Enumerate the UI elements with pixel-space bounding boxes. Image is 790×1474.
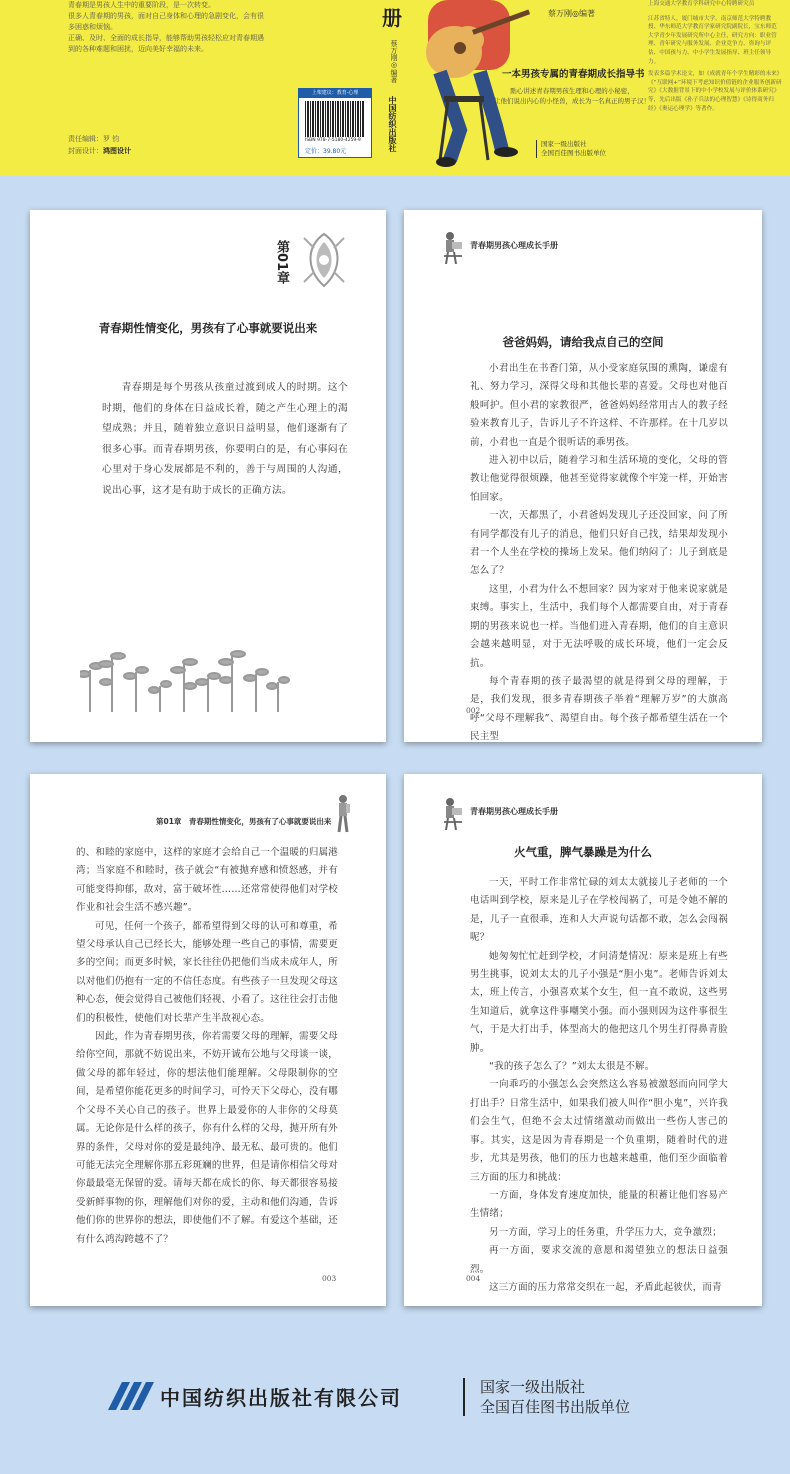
walking-boy-header-icon <box>334 794 352 834</box>
publisher-footer <box>0 1328 790 1474</box>
chapter-ornament-icon <box>296 230 352 290</box>
reading-boy-header-icon <box>440 796 466 830</box>
publisher-logo-icon <box>108 1380 156 1412</box>
spine-publisher: 中国纺织出版社 <box>388 96 398 152</box>
cover-right-text: 上海交通大学教育学科研究中心特聘研究员 江苏省特人，厦门城市大学、南京师范大学特聘教授、华东师范大学教育学家研究院副院长，宝东师范大学青少年发展研究所中心主任，研究方向：职业管理、青年研究与服务发展、企业竞争力、咨询与评估、中国孩与力、中小学生发展指导、班主任领导力。 发表多篇学术论文，如《成就青年个学生精彩的未来》《“互联网+”环境下考虑知识价值链的企业服务创新研究》《大数据背景下的中小学校发展与评价体系研究》等，先后出版《孙子兵法的心理智慧》《诗得商务归经》《奥运心理学》等著作。 <box>648 1 782 112</box>
designer-brand: 鸿图设计 <box>103 147 131 155</box>
chapter-label: 第01章 <box>274 240 289 285</box>
book-cover-strip <box>0 0 790 176</box>
chapter-title: 青春期性情变化，男孩有了心事就要说出来 <box>98 321 318 335</box>
barcode-bars <box>305 101 365 137</box>
section-title: 爸爸妈妈，请给我点自己的空间 <box>502 335 664 349</box>
page-number: 003 <box>322 1274 337 1283</box>
book-page-004 <box>404 774 762 1306</box>
footer-divider <box>463 1378 465 1416</box>
barcode <box>298 88 372 158</box>
cover-spine <box>380 0 408 176</box>
cover-designer: 封面设计：鸿图设计 <box>68 147 131 155</box>
spine-title-char: 册 <box>382 6 402 30</box>
section-title: 火气重，脾气暴躁是为什么 <box>514 845 652 859</box>
spine-author: 蔡万刚◎编著 <box>390 40 398 83</box>
page-number: 004 <box>466 1274 481 1283</box>
page-number: 002 <box>466 706 481 715</box>
running-header: 青春期男孩心理成长手册 <box>470 807 558 816</box>
section-body: 小君出生在书香门第，从小受家庭氛围的熏陶，谦虚有礼、努力学习，深得父母和其他长辈的喜爱。父母也对他百般呵护。但小君的家教很严，爸爸妈妈经常用古人的教子经验来教育儿子，告诉儿子不许这样、不许那样。在十几岁以前，小君也一直是个很听话的乖男孩。 进入初中以后，随着学习和生活环境的变化，父母的管教让他觉得很烦躁，他甚至觉得家就像个牢笼一样，开始害怕回家。 一次，天都黑了，小君爸妈发现儿子还没回家，问了所有同学都没有儿子的消息，他们只好自己找，结果却发现小君一个人坐在学校的操场上发呆。他们纳闷了：儿子到底是怎么了？ 这里，小君为什么不想回家？因为家对于他来说家就是束缚。事实上，生活中，我们每个人都需要自由，对于青春期的男孩来说也一样。当他们进入青春期，他们的自主意识会越来越明显，对于无法呼吸的成长环境，他们一定会反抗。 每个青春期的孩子最渴望的就是得到父母的理解，于是，我们发现，很多青春期孩子举着“理解万岁”的大旗高呼“父母不理解我”、渴望自由。每个孩子都希望生活在一个民主型 <box>470 363 728 743</box>
reading-boy-header-icon <box>440 230 466 264</box>
section-body: 一天，平时工作非常忙碌的刘太太就接儿子老师的一个电话叫到学校，原来是儿子在学校闯祸了，可是令她不解的是，儿子一直很乖，连和人大声说句话都不敢，怎么会闯祸呢？ 她匆匆忙忙赶到学校，才问清楚情况：原来是班上有些男生挑事，说刘太太的儿子小强是“胆小鬼”。老师告诉刘太太，班上传言，小强喜欢某个女生，但一直不敢说，这些男生知道后，就拿这件事嘲笑小强。而小强则因为这件事很生气，于是大打出手，体型高大的他把这几个男生打得鼻青脸肿。 “我的孩子怎么了？”刘太太很是不解。 一向乖巧的小强怎么会突然这么容易被激怒而向同学大打出手？日常生活中，如果我们被人叫作“胆小鬼”，兴许我们会生气，但绝不会太过情绪激动而做出一些伤人害己的事。其实，这是因为青春期是一个负重期，随着时代的进步，尤其是男孩，他们的压力也越来越重，他们至少面临着三方面的压力和挑战： 一方面，身体发育速度加快，能量的积蓄让他们容易产生情绪； 另一方面，学习上的任务重，升学压力大，竞争激烈； 再一方面，要求交流的意愿和渴望独立的想法日益强烈。 这三方面的压力常常交织在一起，矛盾此起彼伏，而青 <box>470 877 728 1293</box>
sprouts-decoration-icon <box>80 642 290 712</box>
cover-left-text: 青春期是男孩人生中的重要阶段，是一次转变。 很多人青春期的男孩，面对自己身体和心理的急剧变化，会有很多困惑和烦恼。 正确、及时、全面的成长指导，能够帮助男孩轻松应对青春期遇到的各种难题和困扰，迈向美好幸福的未来。 <box>68 1 264 53</box>
publisher-rank-2: 全国百佳图书出版单位 <box>480 1398 631 1416</box>
barcode-isbn: ISBN 978-7-5180-4259-9 <box>305 138 361 143</box>
cover-publisher-block: 国家一级出版社 全国百佳图书出版单位 <box>536 140 606 158</box>
cover-blurb: 點心讲述青春期男孩生理和心理的小秘密， 让他们说出内心的小怪兽，成长为一名真正的男子汉！ <box>494 87 650 105</box>
cover-tagline: 一本男孩专属的青春期成长指导书 <box>502 69 645 80</box>
publisher-rank-1: 国家一级出版社 <box>480 1378 586 1396</box>
barcode-label: 上架建议：教育·心理 <box>299 89 371 98</box>
running-header: 青春期男孩心理成长手册 <box>470 241 558 250</box>
barcode-price: 定价：39.80元 <box>305 148 347 155</box>
section-body: 的、和睦的家庭中，这样的家庭才会给自己一个温暖的归属港湾；当家庭不和睦时，孩子就会“有被抛弃感和愤怒感，并有可能变得抑郁，敌对，富于破坏性……还常常使得他们对学校作业和社会生活不感兴趣”。 可见，任何一个孩子，都希望得到父母的认可和尊重，希望父母承认自己已经长大，能够处理一些自己的事情，需要更多的空间；而更多时候，家长往往仍把他们当成未成年人，所以对他们仍抱有一定的不信任态度。有些孩子一旦发现父母这种心态，便会觉得自己被他们轻视、小看了。这往往会打击他们的积极性，使他们对长辈产生半敌视心态。 因此，作为青春期男孩，你若需要父母的理解，需要父母给你空间，那就不妨说出来，不妨开诚布公地与父母谈一谈，做父母的都年轻过，你的想法他们能理解。父母限制你的空间，是希望你能花更多的时间学习，可怜天下父母心，没有哪个父母不关心自己的孩子。世界上最爱你的人非你的父母莫属。无论你是什么样的孩子，你有什么样的父母，抛开所有外界的条件，父母对你的爱是最纯净、最无私、最可贵的。他们可能无法完全理解你那五彩斑斓的世界，但是请你相信父母对你最最毫无保留的爱。请每天都在成长的你、每天都很容易接受新鲜事物的你，理解他们对你的爱，主动和他们沟通，告诉他们你的世界你的想法，即使他们不了解。有爱这个基础，还有什么鸿沟跨越不了？ <box>76 847 338 1245</box>
publisher-name: 中国纺织出版社有限公司 <box>160 1386 402 1410</box>
running-header: 第01章 青春期性情变化，男孩有了心事就要说出来 <box>156 817 332 826</box>
cover-editor: 责任编辑：罗 钧 <box>68 135 120 143</box>
book-page-003 <box>30 774 386 1306</box>
book-page-chapter-opener <box>30 210 386 742</box>
chapter-intro: 青春期是每个男孩从孩童过渡到成人的时期。这个时期，他们的身体在日益成长着，随之产生心理上的渴望成熟；并且，随着独立意识日益明显，他们逐渐有了很多心事。而青春期男孩，你要明白的是，有心事闷在心里对于身心发展都是不利的，善于与周围的人沟通，说出心事，这才是有助于成长的正确方法。 <box>102 382 348 496</box>
cover-author: 蔡万刚◎编著 <box>548 9 595 18</box>
book-page-002 <box>404 210 762 742</box>
